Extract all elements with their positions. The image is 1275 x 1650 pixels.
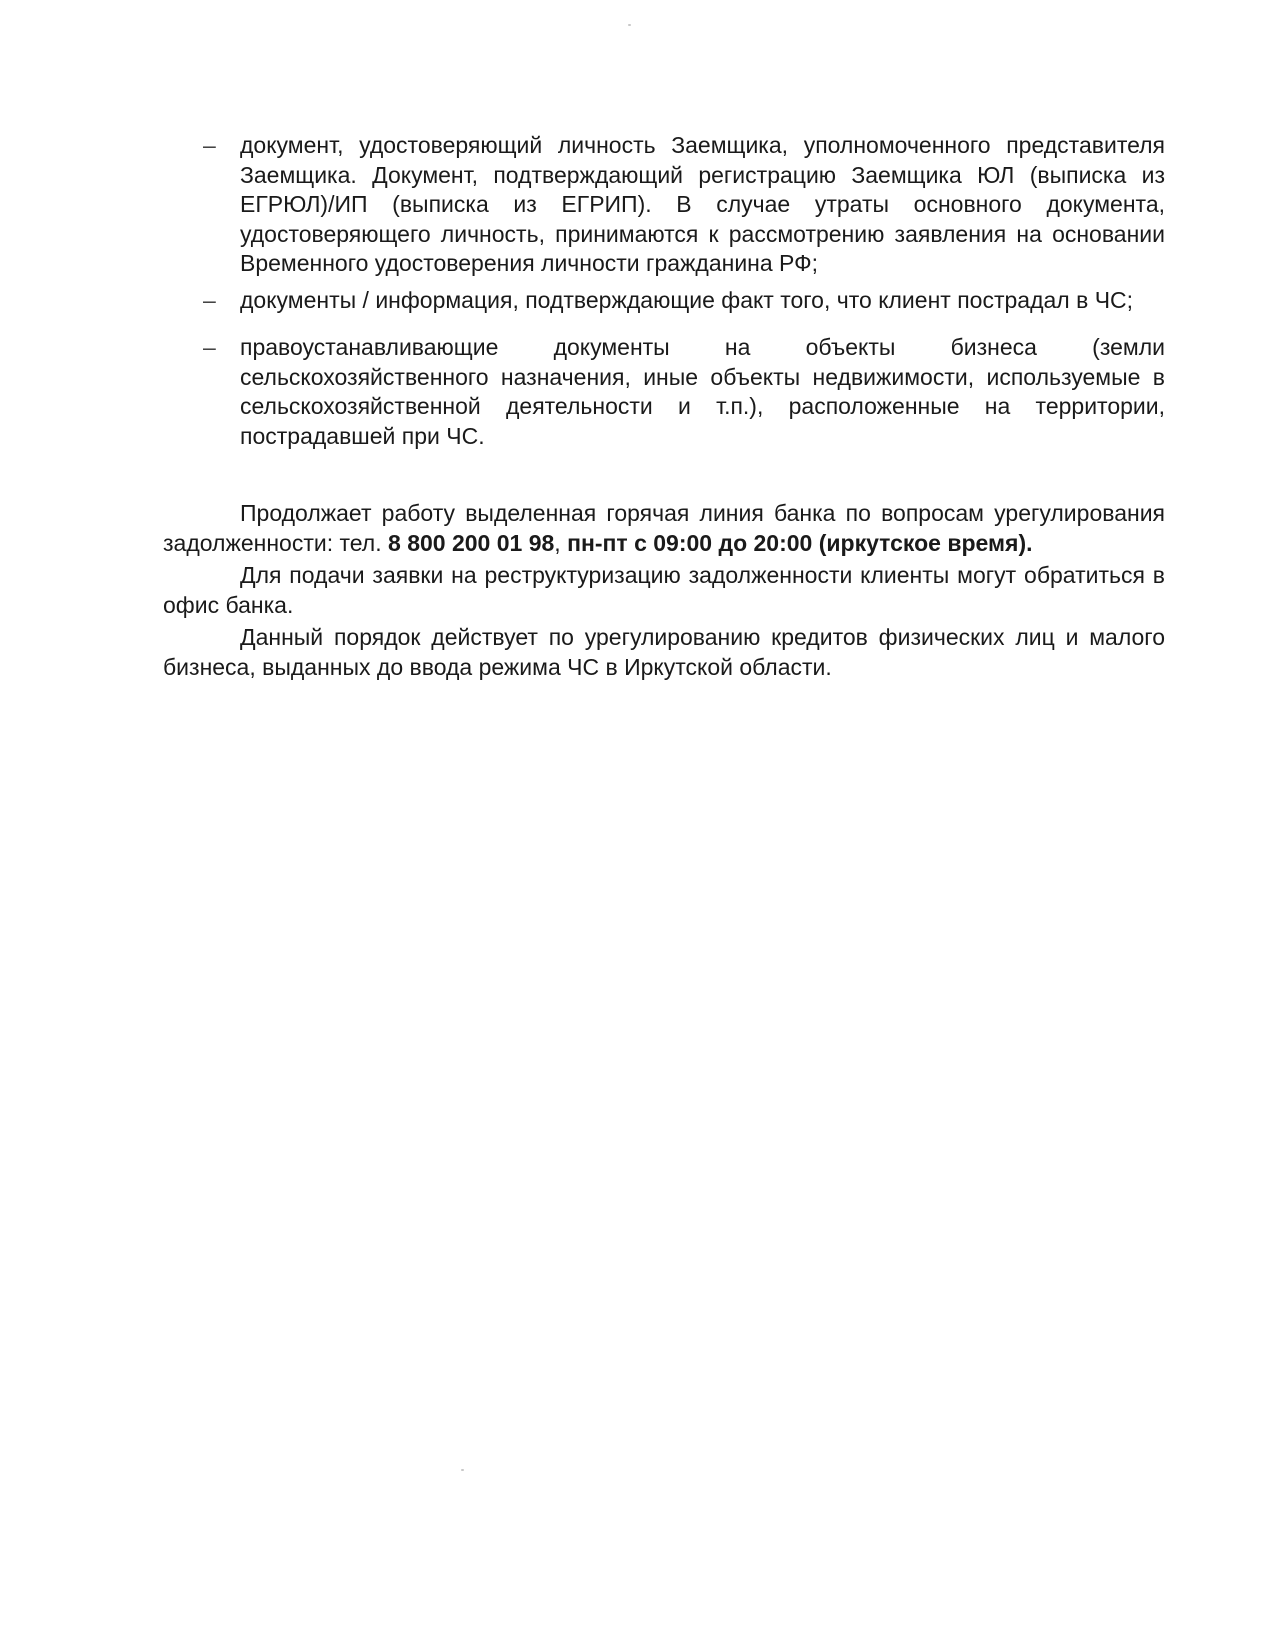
restructuring-paragraph: Для подачи заявки на реструктуризацию задолженности клиенты могут обратиться в офис банка. <box>163 562 1165 618</box>
list-item-text: документ, удостоверяющий личность Заемщика, уполномоченного представителя Заемщика. Документ, подтверждающий регистрацию Заемщика ЮЛ (выписка из ЕГРЮЛ)/ИП (выписка из ЕГРИП). В случае утраты основного документа, удостоверяющего личность, принимаются к рассмотрению заявления на основании Временного удостоверения личности гражданина РФ; <box>240 132 1165 276</box>
dash-bullet: – <box>203 334 216 360</box>
list-item-text: правоустанавливающие документы на объекты бизнеса (земли сельскохозяйственного назначения, иные объекты недвижимости, используемые в сельскохозяйственной деятельности и т.п.), расположенные на территории, пострадавшей при ЧС. <box>240 334 1165 449</box>
scan-speck <box>461 1469 464 1471</box>
hotline-phone: 8 800 200 01 98 <box>388 529 555 556</box>
list-item-text: документы / информация, подтверждающие факт того, что клиент пострадал в ЧС; <box>240 286 1134 313</box>
list-item <box>163 131 1165 279</box>
document-body <box>163 131 1165 685</box>
closing-paragraphs <box>163 499 1165 682</box>
required-documents-list <box>163 131 1165 451</box>
hotline-hours: пн-пт с 09:00 до 20:00 (иркутское время). <box>567 529 1033 556</box>
hotline-paragraph <box>163 499 1165 558</box>
hotline-separator: , <box>554 529 561 556</box>
scan-speck <box>628 24 631 26</box>
scope-paragraph: Данный порядок действует по урегулированию кредитов физических лиц и малого бизнеса, выданных до ввода режима ЧС в Иркутской области. <box>163 624 1165 680</box>
list-item <box>163 286 1165 316</box>
list-item <box>163 333 1165 451</box>
dash-bullet: – <box>203 132 216 158</box>
dash-bullet: – <box>203 286 216 313</box>
hotline-intro: Продолжает работу выделенная горячая линия банка по вопросам урегулирования задолженности: тел. <box>163 500 1165 556</box>
